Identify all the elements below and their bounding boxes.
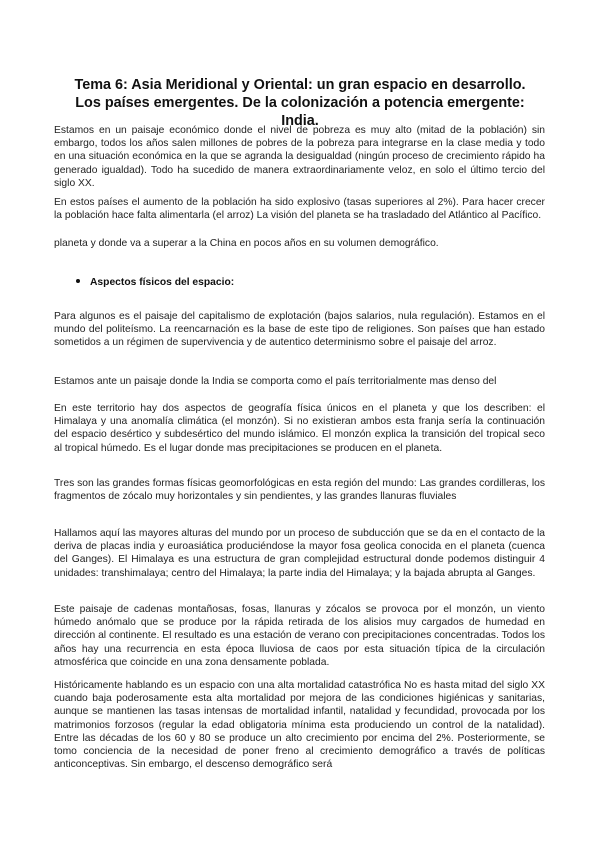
- paragraph-subduction: Hallamos aquí las mayores alturas del mundo por un proceso de subducción que se da en el contacto de la deriva de placas india y euroasiática produciéndose la mayor fosa geolica conocida en el planeta (cuenca del Ganges). El Himalaya es una estructura de gran complejidad estructural donde podemos distinguir 4 unidades: transhimalaya; centro del Himalaya; la parte india del Himalaya; y la bajada abrupta al Ganges.: [54, 528, 545, 579]
- paragraph-capitalism: Para algunos es el paisaje del capitalismo de explotación (bajos salarios, nula regulación). Estamos en el mundo del politeísmo. La reencarnación es la base de este tipo de religiones. Son países que han estado sometidos a un régimen de supervivencia y de autentico determinismo sobre el paisaje del arroz.: [54, 311, 545, 349]
- bullet-item-physical-aspects: [76, 276, 234, 289]
- paragraph-planet-fragment: planeta y donde va a superar a la China en pocos años en su volumen demográfico.: [54, 238, 439, 249]
- paragraph-poverty: Estamos en un paisaje económico donde el nivel de pobreza es muy alto (mitad de la población) sin embargo, todos los años salen millones de pobres de la pobreza para integrarse en la clase media y todo en una situación económica en la que se agranda la desigualdad (ningún proceso de crecimiento rápido ha generado igualdad). Todo ha sucedido de manera extraordinariamente veloz, en solo el último tercio del siglo XX.: [54, 125, 545, 189]
- paragraph-geomorphology: Tres son las grandes formas físicas geomorfológicas en esta región del mundo: Las grandes cordilleras, los fragmentos de zócalo muy horizontales y sin pendientes, y las grandes llanuras fluviales: [54, 478, 545, 503]
- document-title: Tema 6: Asia Meridional y Oriental: un gran espacio en desarrollo. Los países emergentes. De la colonización a potencia emergente: India.: [74, 77, 526, 129]
- bullet-icon: [76, 279, 80, 283]
- paragraph-monsoon-effects: Este paisaje de cadenas montañosas, fosas, llanuras y zócalos se provoca por el monzón, un viento húmedo anómalo que se produce por la rápida retirada de los alisios muy cargados de humedad en dirección al continente. El resultado es una estación de verano con precipitaciones concentradas. Todos los años hay una recurrencia en esta época lluviosa de caos por esta situación típica de la circulación atmosférica que coincide en una zona densamente poblada.: [54, 604, 545, 668]
- paragraph-himalaya-monsoon: En este territorio hay dos aspectos de geografía física únicos en el planeta y que los describen: el Himalaya y una anomalía climática (el monzón). Si no existieran ambos esta franja sería la continuación del espacio desértico y subdesértico del mundo islámico. El monzón explica la transición del tropical seco al tropical húmedo. Es el lugar donde mas precipitaciones se producen en el planeta.: [54, 403, 545, 454]
- paragraph-mortality: Históricamente hablando es un espacio con una alta mortalidad catastrófica No es hasta mitad del siglo XX cuando baja poderosamente esta alta mortalidad por mejora de las condiciones higiénicas y sanitarias, aunque se mantienen las tasas intensas de mortalidad infantil, natalidad y fecundidad, provocada por los matrimonios forzosos (regular la edad obligatoria mínima esta produciendo un control de la natalidad). Entre las décadas de los 60 y 80 se produce un alto crecimiento por encima del 2%. Posteriormente, se tomo conciencia de la necesidad de poner freno al crecimiento demográfico a través de políticas anticonceptivas. Sin embargo, el descenso demográfico será: [54, 680, 545, 771]
- paragraph-india-density: Estamos ante un paisaje donde la India se comporta como el país territorialmente mas denso del: [54, 376, 497, 387]
- paragraph-population: En estos países el aumento de la población ha sido explosivo (tasas superiores al 2%). Para hacer crecer la población hace falta alimentarla (el arroz) La visión del planeta se ha trasladado del Atlántico al Pacífico.: [54, 197, 545, 222]
- section-heading: Aspectos físicos del espacio:: [90, 277, 235, 288]
